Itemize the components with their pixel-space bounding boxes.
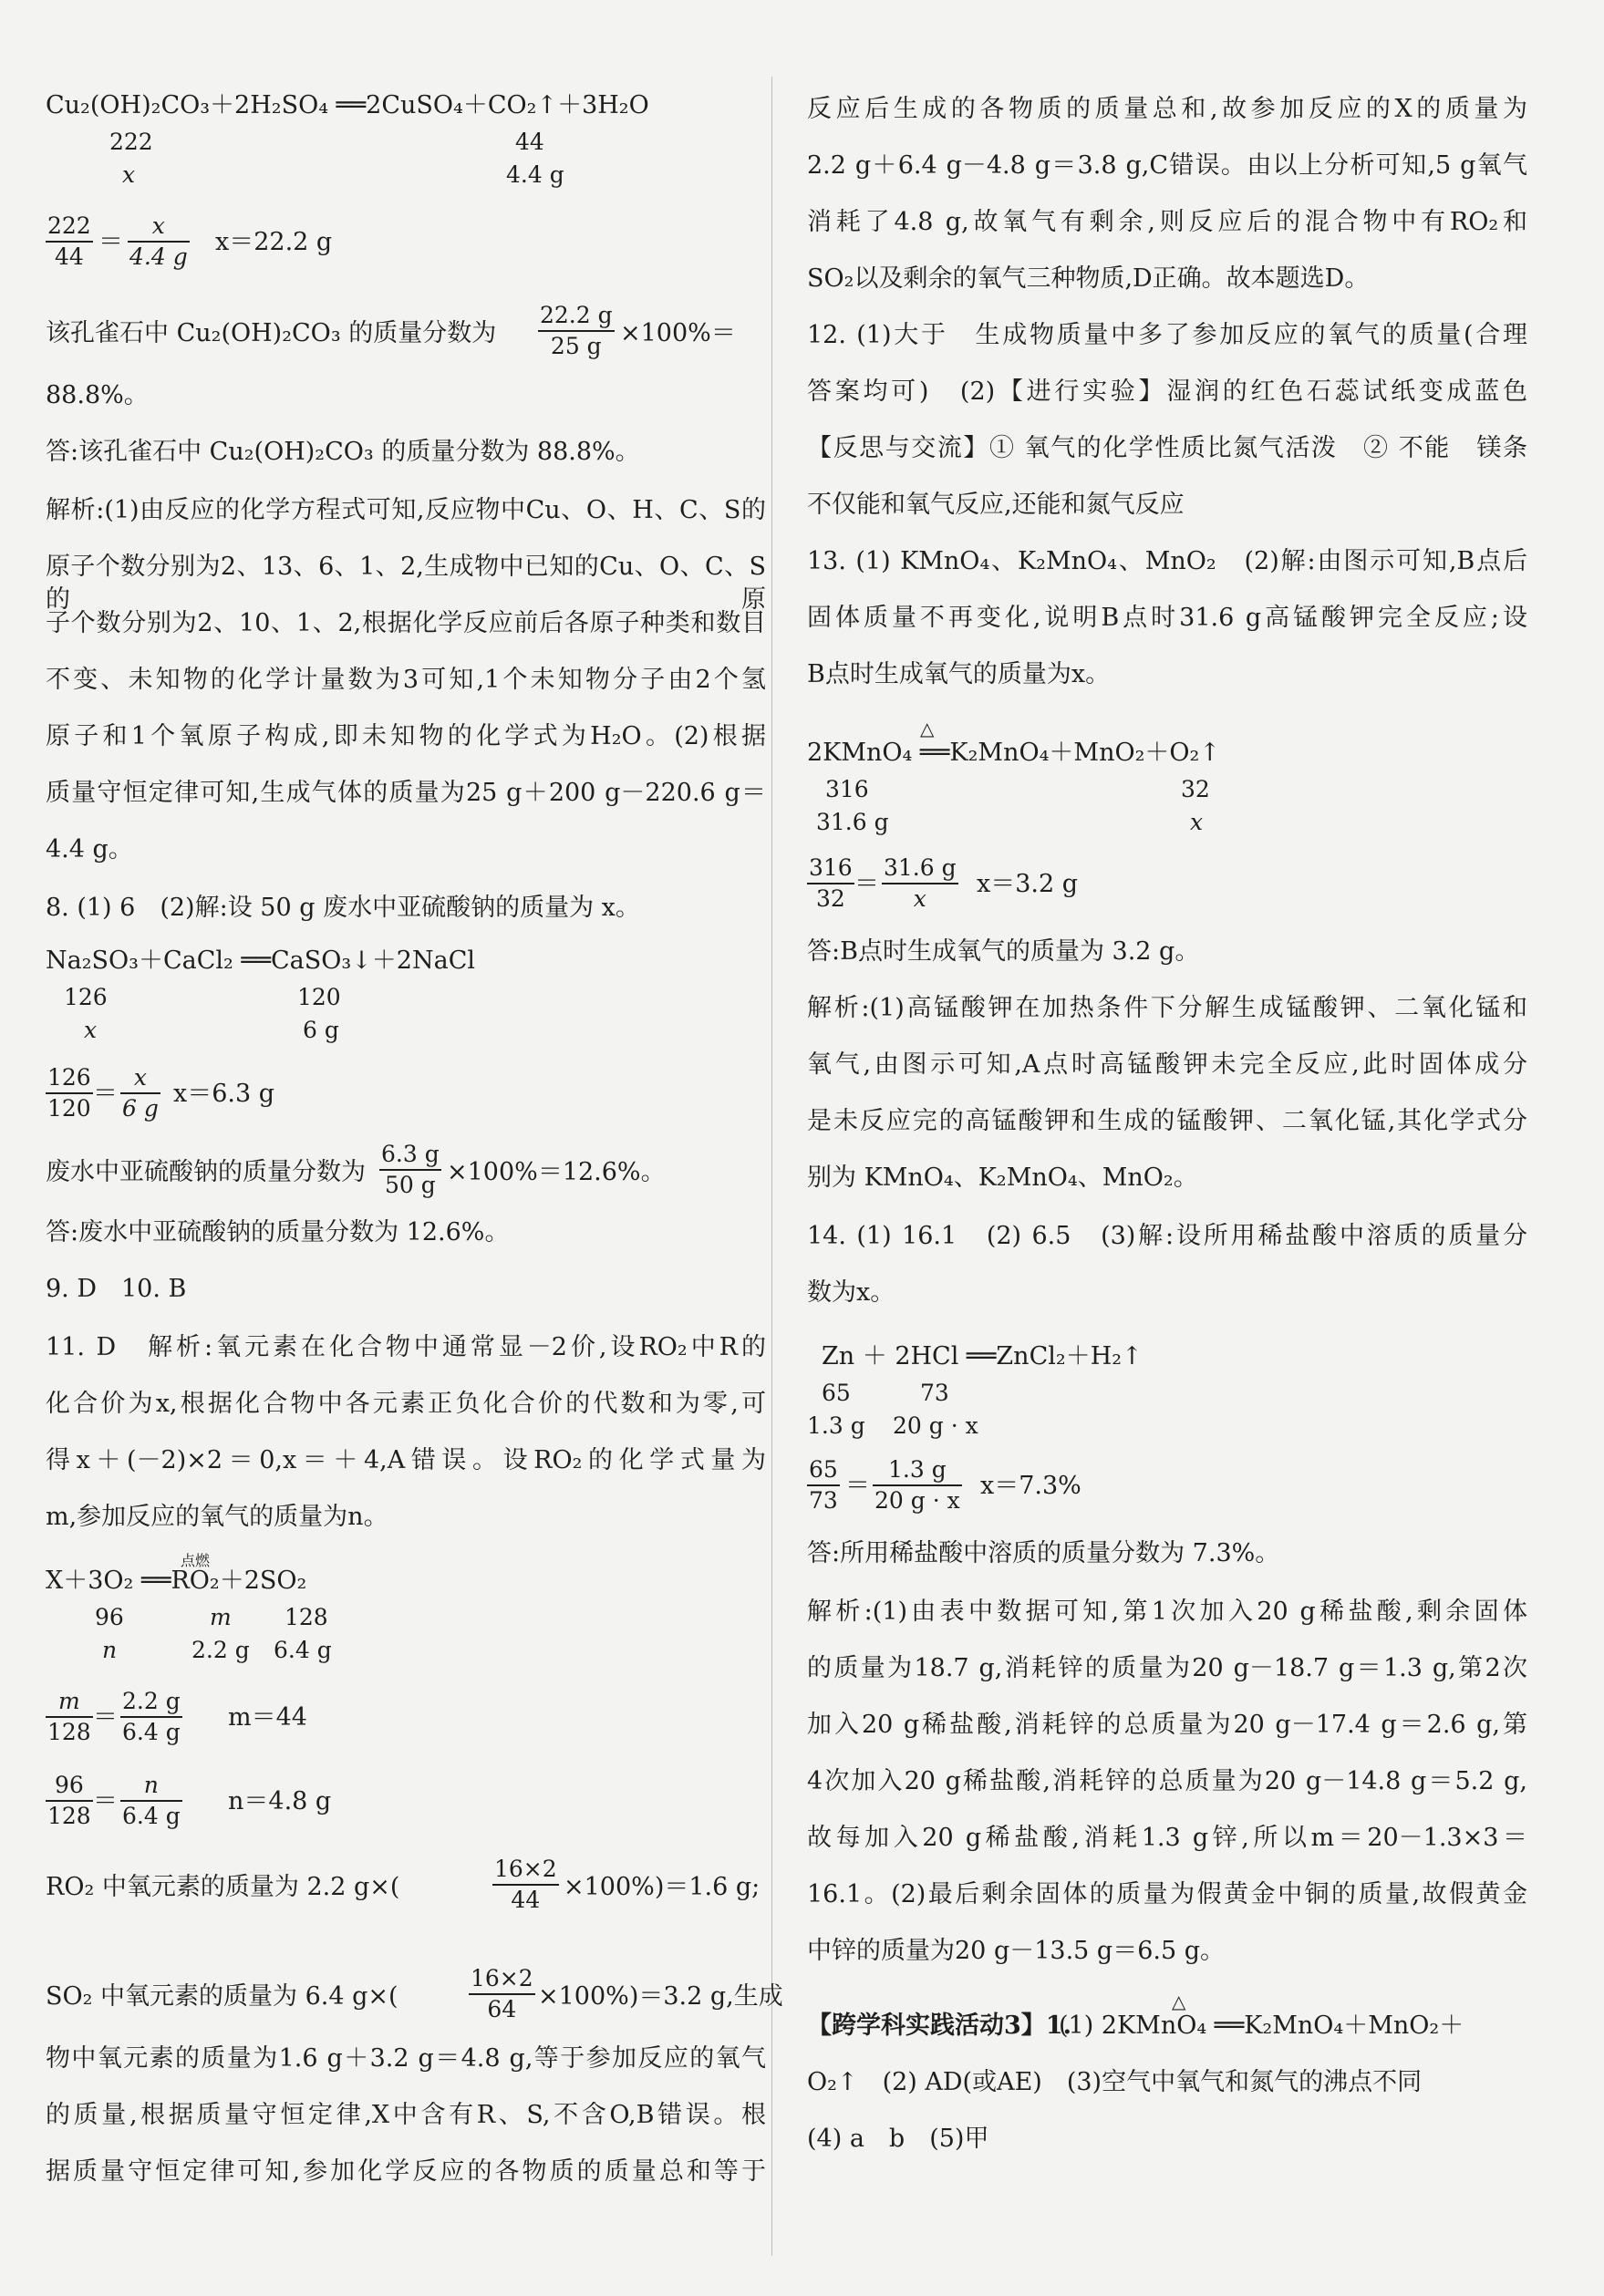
- mass-73: 73: [920, 1380, 949, 1406]
- question-9-10: 9. D 10. B: [46, 1275, 187, 1303]
- question-12: 不仅能和氧气反应,还能和氮气反应: [807, 491, 1185, 519]
- mass-32: 32: [1181, 776, 1210, 802]
- analysis-line: 4次加入20 g稀盐酸,消耗锌的总质量为20 g－14.8 g＝5.2 g,: [807, 1767, 1527, 1795]
- question-8: 8. (1) 6 (2)解:设 50 g 废水中亚硫酸钠的质量为 x。: [46, 894, 640, 922]
- ratio-fraction: $\frac{m}{128}$: [47, 1688, 91, 1745]
- ratio-fraction: $\frac{65}{73}$: [809, 1456, 838, 1514]
- analysis-line: 的质量为18.7 g,消耗锌的质量为20 g－18.7 g＝1.3 g,第2次: [807, 1654, 1527, 1682]
- ratio-fraction: $\frac{96}{128}$: [47, 1772, 91, 1829]
- analysis-line: 是未反应完的高锰酸钾和生成的锰酸钾、二氧化锰,其化学式分: [807, 1107, 1527, 1135]
- mass-20gx: 20 g · x: [893, 1412, 978, 1439]
- analysis-line: 别为 KMnO₄、K₂MnO₄、MnO₂。: [807, 1164, 1198, 1192]
- ratio-fraction: $\frac{n}{6.4 g}$: [122, 1772, 181, 1829]
- mass-65: 65: [822, 1380, 851, 1406]
- condition-heat: △: [1172, 1991, 1186, 2012]
- ratio-fraction: $\frac{16\times 2}{44}$: [494, 1856, 557, 1913]
- question-13: 固体质量不再变化,说明B点时31.6 g高锰酸钾完全反应;设: [807, 604, 1527, 632]
- analysis-line: 子个数分别为2、10、1、2,根据化学反应前后各原子种类和数目: [46, 609, 766, 637]
- result: n＝4.8 g: [228, 1787, 332, 1815]
- result: x＝3.2 g: [977, 870, 1079, 898]
- analysis-line: 原子个数分别为2、13、6、1、2,生成物中已知的Cu、O、C、S的原: [46, 553, 766, 614]
- mass-31-6g: 31.6 g: [816, 809, 889, 835]
- text-line: SO₂ 中氧元素的质量为 6.4 g×(: [46, 1982, 398, 2011]
- mass-316: 316: [825, 776, 869, 802]
- mass-222: 222: [109, 129, 153, 155]
- analysis-line: 故每加入20 g稀盐酸,消耗1.3 g锌,所以m＝20－1.3×3＝: [807, 1824, 1527, 1852]
- var-x: x: [1190, 809, 1204, 835]
- answer-line: 答:所用稀盐酸中溶质的质量分数为 7.3%。: [807, 1539, 1280, 1567]
- equation-zinc: Zn ＋ 2HCl ══ZnCl₂＋H₂↑: [822, 1342, 1143, 1370]
- question-12: 答案均可) (2)【进行实验】湿润的红色石蕊试纸变成蓝色: [807, 377, 1527, 406]
- question-13: B点时生成氧气的质量为x。: [807, 660, 1111, 688]
- analysis-line: 化合价为x,根据化合物中各元素正负化合价的代数和为零,可: [46, 1390, 766, 1418]
- question-12: 【反思与交流】① 氧气的化学性质比氮气活泼 ② 不能 镁条: [807, 434, 1527, 462]
- activity-line: (4) a b (5)甲: [807, 2125, 989, 2153]
- analysis-line: 解析:(1)由反应的化学方程式可知,反应物中Cu、O、H、C、S的: [46, 496, 766, 524]
- question-12: 12. (1)大于 生成物质量中多了参加反应的氧气的质量(合理: [807, 321, 1527, 349]
- analysis-line: 解析:(1)由表中数据可知,第1次加入20 g稀盐酸,剩余固体: [807, 1598, 1527, 1626]
- analysis-line: 不变、未知物的化学计量数为3可知,1个未知物分子由2个氢: [46, 666, 766, 694]
- text-line: ×100%＝: [620, 319, 736, 347]
- var-x: x: [122, 161, 136, 188]
- question-13: 13. (1) KMnO₄、K₂MnO₄、MnO₂ (2)解:由图示可知,B点后: [807, 547, 1527, 575]
- activity-equation: (1) 2KMnO₄ ══K₂MnO₄＋MnO₂＋: [1059, 2012, 1464, 2040]
- analysis-line: 质量守恒定律可知,生成气体的质量为25 g＋200 g－220.6 g＝: [46, 779, 766, 807]
- ratio-fraction: $\frac{x}{4.4 g}$: [129, 212, 188, 270]
- text-line: 该孔雀石中 Cu₂(OH)₂CO₃ 的质量分数为: [46, 319, 497, 347]
- ratio-fraction: $\frac{x}{6 g}$: [122, 1064, 159, 1122]
- mass-44: 44: [515, 129, 544, 155]
- answer-line: 答:该孔雀石中 Cu₂(OH)₂CO₃ 的质量分数为 88.8%。: [46, 438, 640, 466]
- mass-128: 128: [285, 1604, 328, 1630]
- analysis-line: 解析:(1)高锰酸钾在加热条件下分解生成锰酸钾、二氧化锰和: [807, 994, 1527, 1022]
- var-x: x: [84, 1017, 98, 1043]
- analysis-line: 得x＋(－2)×2＝0,x＝＋4,A错误。设RO₂的化学式量为: [46, 1446, 766, 1474]
- question-14: 14. (1) 16.1 (2) 6.5 (3)解:设所用稀盐酸中溶质的质量分: [807, 1222, 1527, 1250]
- result: x＝6.3 g: [173, 1080, 275, 1108]
- activity-line: O₂↑ (2) AD(或AE) (3)空气中氧气和氮气的沸点不同: [807, 2068, 1423, 2096]
- equation-x: X＋3O₂ ══RO₂＋2SO₂: [46, 1567, 307, 1595]
- analysis-line: 物中氧元素的质量为1.6 g＋3.2 g＝4.8 g,等于参加反应的氧气: [46, 2044, 766, 2073]
- result: m＝44: [228, 1703, 307, 1732]
- analysis-line: 原子和1个氧原子构成,即未知物的化学式为H₂O。(2)根据: [46, 722, 766, 750]
- analysis-line: 中锌的质量为20 g－13.5 g＝6.5 g。: [807, 1937, 1226, 1965]
- result: x＝22.2 g: [215, 228, 333, 256]
- text-line: ×100%＝12.6%。: [447, 1158, 666, 1186]
- answer-line: 答:B点时生成氧气的质量为 3.2 g。: [807, 937, 1200, 966]
- ratio-fraction: $\frac{31.6 g}{x}$: [884, 854, 957, 912]
- result: x＝7.3%: [980, 1472, 1081, 1500]
- question-14: 数为x。: [807, 1278, 895, 1307]
- mass-6g: 6 g: [303, 1017, 339, 1043]
- mass-6-4g: 6.4 g: [274, 1637, 332, 1663]
- analysis-line: m,参加反应的氧气的质量为n。: [46, 1503, 388, 1531]
- analysis-line: 据质量守恒定律可知,参加化学反应的各物质的质量总和等于: [46, 2157, 766, 2186]
- analysis-line: 2.2 g＋6.4 g－4.8 g＝3.8 g,C错误。由以上分析可知,5 g氧气: [807, 151, 1527, 180]
- analysis-line: 消耗了4.8 g,故氧气有剩余,则反应后的混合物中有RO₂和: [807, 208, 1527, 236]
- ratio-fraction: $\frac{16\times 2}{64}$: [471, 1965, 533, 2022]
- ratio-fraction: $\frac{22.2 g}{25 g}$: [540, 302, 613, 359]
- mass-120: 120: [297, 984, 341, 1010]
- analysis-line: 的质量,根据质量守恒定律,X中含有R、S,不含O,B错误。根: [46, 2101, 766, 2129]
- ratio-fraction: $\frac{316}{32}$: [809, 854, 853, 912]
- text-line: 废水中亚硫酸钠的质量分数为: [46, 1158, 366, 1186]
- ratio-fraction: $\frac{126}{120}$: [47, 1064, 91, 1122]
- text-line: RO₂ 中氧元素的质量为 2.2 g×(: [46, 1873, 400, 1901]
- text-line: ×100%)＝3.2 g,生成: [538, 1982, 783, 2011]
- analysis-line: 加入20 g稀盐酸,消耗锌的总质量为20 g－17.4 g＝2.6 g,第: [807, 1711, 1527, 1739]
- mass-4-4g: 4.4 g: [506, 161, 564, 188]
- condition-ignite: 点燃: [181, 1552, 211, 1569]
- analysis-line: 16.1。(2)最后剩余固体的质量为假黄金中铜的质量,故假黄金: [807, 1880, 1527, 1908]
- var-m: m: [210, 1604, 232, 1630]
- equation-sulfite: Na₂SO₃＋CaCl₂ ══CaSO₃↓＋2NaCl: [46, 946, 475, 975]
- activity-heading: 【跨学科实践活动3】1.: [807, 2012, 1071, 2040]
- mass-1-3g: 1.3 g: [807, 1412, 865, 1439]
- analysis-line: 反应后生成的各物质的质量总和,故参加反应的X的质量为: [807, 95, 1527, 123]
- answer-line: 答:废水中亚硫酸钠的质量分数为 12.6%。: [46, 1218, 510, 1246]
- var-n: n: [102, 1637, 118, 1663]
- equation-kmno4: 2KMnO₄ ══K₂MnO₄＋MnO₂＋O₂↑: [807, 739, 1221, 767]
- analysis-line: 氧气,由图示可知,A点时高锰酸钾未完全反应,此时固体成分: [807, 1050, 1527, 1079]
- analysis-line: 4.4 g。: [46, 835, 133, 864]
- mass-2-2g: 2.2 g: [191, 1637, 250, 1663]
- ratio-fraction: $\frac{1.3 g}{20 g \cdot x}$: [874, 1456, 960, 1514]
- ratio-fraction: $\frac{2.2 g}{6.4 g}$: [122, 1688, 181, 1745]
- text-line: ×100%)＝1.6 g;: [564, 1873, 761, 1901]
- condition-heat: △: [920, 718, 935, 739]
- column-divider: [771, 77, 772, 2256]
- ratio-fraction: $\frac{6.3 g}{50 g}$: [381, 1141, 440, 1198]
- mass-126: 126: [64, 984, 108, 1010]
- analysis-line: SO₂以及剩余的氧气三种物质,D正确。故本题选D。: [807, 264, 1370, 293]
- ratio-fraction: $\frac{222}{44}$: [47, 212, 91, 270]
- answer-page: Cu₂(OH)₂CO₃＋2H₂SO₄ ══2CuSO₄＋CO₂↑＋3H₂O 222 44 x 4.4 g $\frac{222}{44}$ ＝ $\frac{x}{4.4 g}$ x＝22.2 g 该孔雀石中 Cu₂(OH)₂CO₃ 的质量分数为 $\frac{22.2 g}{25 g}$ ×100%＝ 88.8%。 答:该孔雀石中 Cu₂(OH)₂CO₃ 的质量分数为 88.8%。 解析:(1)由反应的化学方程式可知,反应物中Cu、O、H、C、S的 原子个数分别为2、13、6、1、2,生成物中已知的Cu、O、C、S的原 子个数分别为2、10、1、2,根据化学反应前后各原子种类和数目 不变、未知物的化学计量数为3可知,1个未知物分子由2个氢 原子和1个氧原子构成,即未知物的化学式为H₂O。(2)根据 质量守恒定律可知,生成气体的质量为25 g＋200 g－220.6 g＝ 4.4 g。 8. (1) 6 (2)解:设 50 g 废水中亚硫酸钠的质量为 x。 Na₂SO₃＋CaCl₂ ══CaSO₃↓＋2NaCl 126 120 x 6 g $\frac{126}{120}$ ＝ $\frac{x}{6 g}$ x＝6.3 g 废水中亚硫酸钠的质量分数为 $\frac{6.3 g}{50 g}$ ×100%＝12.6%。 答:废水中亚硫酸钠的质量分数为 12.6%。 9. D 10. B 11. D 解析:氧元素在化合物中通常显－2价,设RO₂中R的 化合价为x,根据化合物中各元素正负化合价的代数和为零,可 得x＋(－2)×2＝0,x＝＋4,A错误。设RO₂的化学式量为 m,参加反应的氧气的质量为n。 点燃 X＋3O₂ ══RO₂＋2SO₂ 96 m 128 n 2.2 g 6.4 g $\frac{m}{128}$ ＝ $\frac{2.2 g}{6.4 g}$ m＝44 $\frac{96}{128}$ ＝ $\frac{n}{6.4 g}$ n＝4.8 g RO₂ 中氧元素的质量为 2.2 g×( $\frac{16\times 2}{44}$ ×100%)＝1.6 g; SO₂ 中氧元素的质量为 6.4 g×( $\frac{16\times 2}{64}$ ×100%)＝3.2 g,生成 物中氧元素的质量为1.6 g＋3.2 g＝4.8 g,等于参加反应的氧气 的质量,根据质量守恒定律,X中含有R、S,不含O,B错误。根 据质量守恒定律可知,参加化学反应的各物质的质量总和等于 反应后生成的各物质的质量总和,故参加反应的X的质量为 2.2 g＋6.4 g－4.8 g＝3.8 g,C错误。由以上分析可知,5 g氧气 消耗了4.8 g,故氧气有剩余,则反应后的混合物中有RO₂和 SO₂以及剩余的氧气三种物质,D正确。故本题选D。 12. (1)大于 生成物质量中多了参加反应的氧气的质量(合理 答案均可) (2)【进行实验】湿润的红色石蕊试纸变成蓝色 【反思与交流】① 氧气的化学性质比氮气活泼 ② 不能 镁条 不仅能和氧气反应,还能和氮气反应 13. (1) KMnO₄、K₂MnO₄、MnO₂ (2)解:由图示可知,B点后 固体质量不再变化,说明B点时31.6 g高锰酸钾完全反应;设 B点时生成氧气的质量为x。 △ 2KMnO₄ ══K₂MnO₄＋MnO₂＋O₂↑ 316 32 31.6 g x $\frac{316}{32}$ ＝ $\frac{31.6 g}{x}$ x＝3.2 g 答:B点时生成氧气的质量为 3.2 g。 解析:(1)高锰酸钾在加热条件下分解生成锰酸钾、二氧化锰和 氧气,由图示可知,A点时高锰酸钾未完全反应,此时固体成分 是未反应完的高锰酸钾和生成的锰酸钾、二氧化锰,其化学式分 别为 KMnO₄、K₂MnO₄、MnO₂。 14. (1) 16.1 (2) 6.5 (3)解:设所用稀盐酸中溶质的质量分 数为x。 Zn ＋ 2HCl ══ZnCl₂＋H₂↑ 65 73 1.3 g 20 g · x $\frac{65}{73}$ ＝ $\frac{1.3 g}{20 g \cdot x}$ x＝7.3% 答:所用稀盐酸中溶质的质量分数为 7.3%。 解析:(1)由表中数据可知,第1次加入20 g稀盐酸,剩余固体 的质量为18.7 g,消耗锌的质量为20 g－18.7 g＝1.3 g,第2次 加入20 g稀盐酸,消耗锌的总质量为20 g－17.4 g＝2.6 g,第 4次加入20 g稀盐酸,消耗锌的总质量为20 g－14.8 g＝5.2 g, 故每加入20 g稀盐酸,消耗1.3 g锌,所以m＝20－1.3×3＝ 16.1。(2)最后剩余固体的质量为假黄金中铜的质量,故假黄金 中锌的质量为20 g－13.5 g＝6.5 g。 【跨学科实践活动3】1. △ (1) 2KMnO₄ ══K₂MnO₄＋MnO₂＋ O₂↑ (2) AD(或AE) (3)空气中氧气和氮气的沸点不同 (4) a b (5)甲: [0, 0, 1604, 2296]
- equation-malachite: Cu₂(OH)₂CO₃＋2H₂SO₄ ══2CuSO₄＋CO₂↑＋3H₂O: [46, 91, 649, 119]
- analysis-line: 11. D 解析:氧元素在化合物中通常显－2价,设RO₂中R的: [46, 1333, 766, 1361]
- text-line: 88.8%。: [46, 381, 149, 409]
- mass-96: 96: [95, 1604, 124, 1630]
